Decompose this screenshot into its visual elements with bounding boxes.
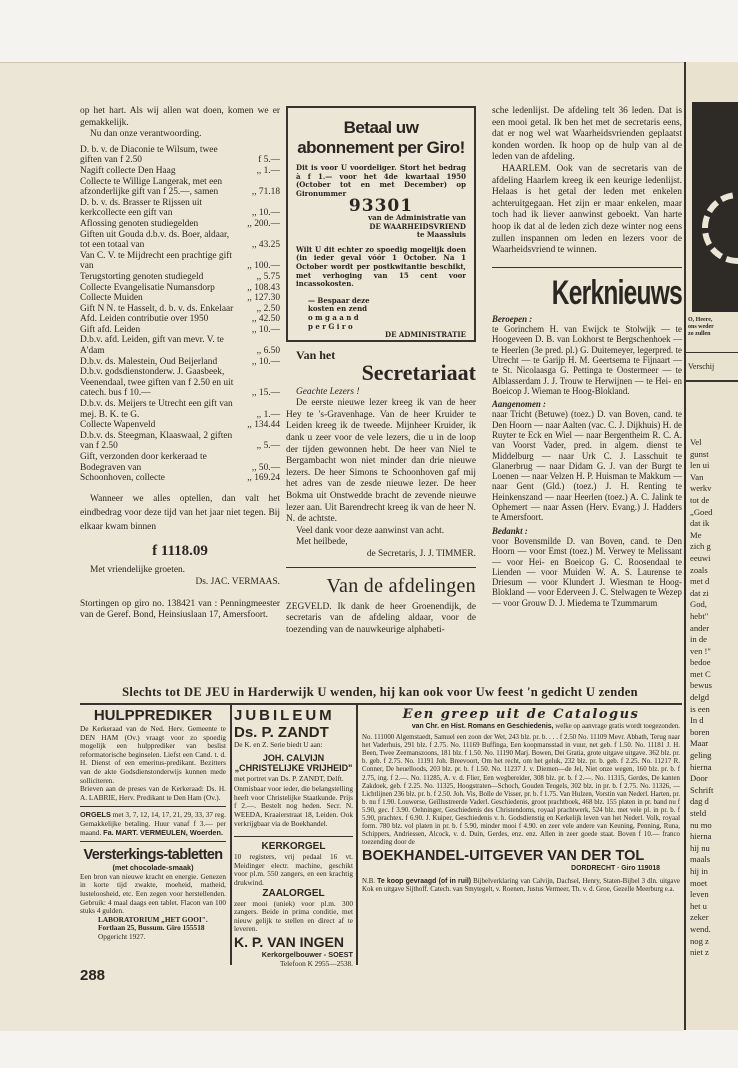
ledger-amount: ,, 5.—: [256, 441, 280, 452]
haarlem-text: HAARLEM. Ook van de secretaris van de afdeling Haarlem kreeg ik een keurige ledenlijst. Helaas is het getal der leden met enkelen achteruitgegaan. Het zijn er maar enkelen, maar toch had ik liever aanwinst geboekt. Van harte hoop ik dat al de leden zich deze winter nog eens zullen inspannen om leden en lezers voor de Waarheidsvriend te winnen.: [492, 163, 682, 256]
nb-prefix: N.B.: [362, 877, 376, 885]
column-kerknieuws: [492, 106, 682, 611]
ledger-description: D.b.v. godsdienstonderw. J. Gaasbeek, Veenendaal, twee giften van f 2.50 en uit catech. bus f 10.—: [80, 367, 234, 399]
ledger-description: Schoonhoven, collecte: [80, 473, 165, 484]
text-fragment: Van: [690, 471, 704, 482]
bottom-advertisements: [80, 684, 682, 984]
text-fragment: zoals: [690, 564, 708, 575]
ledger-description: Aflossing genoten studiegelden: [80, 218, 199, 229]
ad-subtitle: welke op aanvrage gratis wordt toegezonden.: [555, 723, 680, 730]
text-fragment: het u: [690, 900, 707, 911]
ledger-description: Nagift collecte Den Haag: [80, 165, 176, 176]
ad-lab: LABORATORIUM „HET GOOI".: [98, 914, 208, 924]
donation-ledger: [80, 145, 280, 484]
next-page-text: [690, 437, 713, 959]
slogan-line: p e r G i r o: [308, 321, 353, 331]
ledger-description: D. b. v. de Diaconie te Wilsum, twee giften van f 2.50: [80, 144, 218, 166]
text-fragment: hij in: [690, 865, 708, 876]
text-fragment: hierna: [690, 761, 712, 772]
text-fragment: leven: [690, 889, 709, 900]
kerknieuws-sections: [492, 314, 682, 608]
text-fragment: ven !": [690, 645, 711, 656]
ad-subtitle: van Chr. en Hist. Romans en Geschiedenis,: [411, 723, 554, 730]
slogan-line: — Bespaar deze: [308, 295, 370, 305]
ledger-row: [80, 304, 280, 315]
divider: [286, 567, 476, 568]
divider: [492, 267, 682, 268]
text-fragment: steld: [690, 808, 707, 818]
secretariaat-body: De eerste nieuwe lezer kreeg ik van de heer Hey te 's-Gravenhage. Van de heer Kruider te Leiden kreeg ik de tweede. Mijnheer Kruider, ik dank u zeer voor de vele lezers, die u in de loop der tijden gewonnen hebt. De heer van Niel te Bergambacht won niet minder dan drie nieuwe lezers. De heer Simons te Schoonhoven gaf mij het adres van de zesde nieuwe lezer. De heer Bokma uit Onstwedde bracht de zevende nieuwe lezer aan. Uit Barendrecht kreeg ik van de heer N. N. de achtste.: [286, 398, 476, 525]
giro-text: Dit is voor U voordeliger. Stort het bedrag à f 1.— voor het 4de kwartaal 1950 (October tot en met December) op Gironummer: [296, 163, 466, 198]
text-fragment: Vel: [690, 437, 702, 447]
ad-text: 10 registers, vrij pedaal 16 vt. Meidinger electr. machine, geschikt voor pl.m. 550 zangers, en een krachtig drukwind.: [234, 852, 353, 887]
ledger-amount: ,, 100.—: [247, 261, 280, 272]
nb-text: Bijbelverklaring van Calvijn, Dachsel, Henry, Staten-Bijbel 3 dln. uitgave Kok en uitgave Sijthoff. Catech. van Smytegelt, v. Roenen, Justus Vermeer, Th. v. d. Groe, Gezelle Meerburg e.a.: [362, 877, 680, 893]
kerknieuws-section: [492, 314, 682, 396]
ad-name: Ds. P. ZANDT: [234, 724, 329, 741]
ledger-row: [80, 145, 280, 166]
text-fragment: in de: [690, 634, 707, 645]
ledger-amount: ,, 10.—: [251, 356, 280, 367]
ledger-amount: ,, 1.—: [256, 409, 280, 420]
section-label: Aangenomen :: [492, 399, 546, 410]
giro-text-2: Wilt U dit echter zo spoedig mogelijk doen (in ieder geval vóór 1 October. Na 1 October wordt per postkwitantie beschikt, met verhoging van 15 cent voor incassokosten.: [296, 244, 466, 289]
ad-title: KERKORGEL: [261, 841, 326, 853]
ad-nb: [362, 878, 680, 894]
slogan-line: kosten en zend: [308, 304, 368, 314]
ledger-row: [80, 198, 280, 219]
divider: [80, 703, 682, 705]
column-verantwoording: [80, 106, 280, 622]
ledger-row: [80, 177, 280, 198]
text-fragment: hebt": [690, 610, 709, 621]
text-fragment: In d: [690, 715, 704, 726]
text-fragment: ander: [690, 622, 710, 633]
ledger-description: Afd. Leiden contributie over 1950: [80, 314, 209, 325]
text-fragment: bedoe: [690, 657, 711, 668]
text-fragment: maals: [690, 854, 711, 865]
ad-firm: Fa. MART. VERMEULEN, Woerden.: [103, 827, 223, 837]
nb-bold: Te koop gevraagd (of in ruil): [377, 877, 472, 885]
ad-title: ZAALORGEL: [262, 887, 325, 899]
text-fragment: dag d: [690, 796, 709, 807]
text-fragment: moet: [690, 877, 708, 888]
caption-line: zo zullen: [688, 331, 711, 337]
ledger-row: [80, 293, 280, 304]
ledger-description: Van C. V. te Mijdrecht een prachtige gift van: [80, 250, 232, 272]
salutation: Geachte Lezers !: [296, 386, 360, 397]
text-fragment: len ui: [690, 460, 710, 471]
ad-text: Een bron van nieuwe kracht en energie. Genezen in korte tijd zwakte, moeheid, matheid, lusteloosheid, etc. Een zegen voor herstellenden. Gebruik: 4 maal daags een tablet. Flacon van 100 stuks 4 gulden.: [80, 871, 226, 916]
text-fragment: geling: [690, 750, 712, 761]
ledger-amount: ,, 127.30: [247, 293, 280, 304]
ad-address: Fortlaan 25, Bussum. Giro 155518: [98, 923, 205, 933]
closing-text: Wanneer we alles optellen, dan valt het eindbedrag voor deze tijd van het jaar niet tegen. Bij elkaar kwam binnen: [80, 493, 280, 532]
ledger-amount: ,, 43.25: [251, 240, 280, 251]
ad-title: Een greep uit de Catalogus: [402, 707, 640, 722]
ledger-amount: ,, 1.—: [256, 165, 280, 176]
ledger-description: Gift N N. te Hasselt, d. b. v. ds. Enkelaar: [80, 303, 234, 314]
ad-phone: Telefoon K 2955—2538.: [279, 958, 353, 968]
ledger-row: [80, 314, 280, 325]
recipient-line: DE WAARHEIDSVRIEND: [369, 221, 466, 231]
giro-title: Betaal uw abonnement per Giro!: [297, 118, 465, 157]
ad-text: met portret van Ds. P. ZANDT, Delft.: [234, 773, 344, 783]
ad-text: met 3, 7, 12, 14, 17, 21, 29, 33, 37 reg. Gemakkelijke betaling. Huur vanaf f 3.— per maand.: [80, 810, 227, 837]
text-fragment: wend.: [690, 923, 711, 934]
text-fragment: hij nu: [690, 842, 710, 853]
ledger-description: Gift, verzonden door kerkeraad te Bodegraven van: [80, 452, 207, 473]
section-text: te Gorinchem H. van Ewijck te Stolwijk — te Hoogeveen D. B. van Lokhorst te Bergschenhoek — te Heerlen (3e pred. pl.) G. Duitemeyer, legerpred. te Utrecht — te Garijp H. M. Geertsema te Fijnaart — te St. Nicolaasga G. Pettinga te Oostermeer — te Alblasserdam J. J. Trouw te Herwijnen — te Hei- en Boeicop J. Wieman te Hoog-Blokland.: [492, 324, 682, 396]
ad-firm: K. P. VAN INGEN: [234, 933, 344, 950]
ledger-description: Collecte te Willige Langerak, met een afzonderlijke gift van f 25.—, samen: [80, 176, 223, 198]
ledger-amount: ,, 10.—: [251, 208, 280, 219]
ledger-row: [80, 452, 280, 473]
text-fragment: is een: [690, 703, 710, 714]
ledger-row: [80, 251, 280, 272]
text-fragment: tot de: [690, 494, 710, 505]
ledger-row: [80, 367, 280, 399]
text-fragment: delgd: [690, 692, 710, 703]
section-text: naar Tricht (Betuwe) (toez.) D. van Boven, cand. te Den Hoorn — naar Aalten (vac. C. J. Dijkhuis) H. de Ruyter te Eck en Wiel — naar Bergentheim R. C. A. van Voorst Vader, pred. in algem. dienst te Middelburg — naar Urk C. J. Lasschuit te Glanerbrug — naar Didam G. J. van der Burgt te Loenen — naar Velzen H. P. Huisman te Makkum — naar Gent (Gld.) (toez.) J. H. Renting te Heinkenszand — naar Heerlen (toez.) A. C. Jalink te Ophemert — naar Assen (Herv. Evang.) J. Hadders te Amersfoort.: [492, 409, 682, 523]
ledger-amount: ,, 2.50: [256, 303, 280, 314]
next-page-heading: Verschij: [688, 362, 715, 371]
ledger-description: Collecte Evangelisatie Numansdorp: [80, 282, 215, 293]
ledger-row: [80, 230, 280, 251]
ledger-description: D.b.v. ds. Steegman, Klaaswaal, 2 giften van f 2.50: [80, 430, 233, 452]
signature: de Secretaris, J. J. TIMMER.: [366, 548, 476, 559]
ledger-description: Collecte Wapenveld: [80, 420, 156, 431]
ledger-amount: ,, 10.—: [251, 324, 280, 335]
ad-text: Brieven aan de preses van de Kerkeraad: Ds. H. A. LABRIE, Herv. Predikant te Den Ham (Ov.).: [80, 784, 226, 802]
text-fragment: Schrift: [690, 784, 714, 795]
greeting: Met vriendelijke groeten.: [90, 565, 186, 576]
text-fragment: met C: [690, 668, 711, 679]
divider: [356, 705, 358, 965]
ledger-row: [80, 325, 280, 336]
text-fragment: nog z: [690, 935, 709, 946]
recipient-line: te Maassluis: [416, 230, 466, 240]
ledger-description: D.b.v. afd. Leiden, gift van mevr. V. te A'dam: [80, 335, 224, 357]
ledger-row: [80, 473, 280, 484]
giro-number: 93301: [348, 196, 414, 217]
text-fragment: bewus: [690, 680, 712, 691]
text-fragment: nu mo: [690, 819, 712, 830]
ad-orgels: [80, 811, 226, 837]
slogan-line: o m g a a n d: [308, 312, 359, 322]
text-fragment: dat zi: [690, 587, 709, 598]
ad-subtitle: (met chocolade-smaak): [112, 863, 194, 873]
lead-text: Nu dan onze verantwoording.: [90, 129, 202, 140]
kerknieuws-section: [492, 526, 682, 608]
zegveld-text: ZEGVELD. Ik dank de heer Groenendijk, de secretaris van de afdeling aldaar, voor de toezending van de nauwkeurige alphabeti-: [286, 601, 476, 635]
ad-title: HULPPREDIKER: [93, 707, 213, 724]
text-fragment: zeker: [690, 912, 709, 923]
ledger-amount: ,, 5.75: [256, 271, 280, 282]
ledger-row: [80, 399, 280, 420]
section-title: Secretariaat: [361, 359, 476, 385]
thanks: Veel dank voor deze aanwinst van acht.: [296, 525, 445, 536]
ad-title: JUBILEUM: [234, 707, 335, 724]
text-fragment: boren: [690, 726, 710, 737]
kerknieuws-section: [492, 399, 682, 523]
ledger-row: [80, 272, 280, 283]
kerknieuws-title: Kerknieuws: [551, 273, 682, 312]
ad-hulpprediker: [80, 707, 226, 941]
text-fragment: gunst: [690, 448, 709, 459]
ledger-row: [80, 283, 280, 294]
intro-text: op het hart. Als wij allen wat doen, komen we er gemakkelijk.: [80, 106, 280, 128]
ad-founded: Opgericht 1927.: [98, 931, 146, 941]
giro-signature: DE ADMINISTRATIE: [385, 330, 466, 340]
jeu-banner: Slechts tot DE JEU in Harderwijk U wenden, hij kan ook voor Uw feest 'n gedicht U zenden: [122, 685, 638, 699]
ad-text: Onmisbaar voor ieder, die belangstelling heeft voor Christelijke Staatkunde. Prijs f 2.—. Bestelt nog heden. Secr. N. WEEDA, Kraaierstraat 18, Leiden. Ook verkrijgbaar via de Boekhandel.: [234, 784, 353, 828]
ledger-amount: ,, 6.50: [256, 346, 280, 357]
ledger-row: [80, 335, 280, 356]
giro-advertisement: [286, 106, 476, 342]
ledger-amount: ,, 108.43: [247, 282, 280, 293]
ledger-row: [80, 357, 280, 368]
ledger-description: Collecte Muiden: [80, 293, 143, 304]
ledger-amount: ,, 169.24: [247, 473, 280, 484]
ledger-amount: ,, 50.—: [251, 462, 280, 473]
ledger-row: [80, 166, 280, 177]
text-fragment: eeuwi: [690, 552, 711, 563]
text-fragment: Me: [690, 529, 702, 540]
ad-address: DORDRECHT · Giro 119018: [571, 865, 660, 873]
ad-book: „CHRISTELIJKE VRIJHEID": [234, 762, 353, 773]
ad-author: JOH. CALVIJN: [262, 752, 325, 763]
zegveld-continued: sche ledenlijst. De afdeling telt 36 leden. Dat is een mooi getal. Ik ben het met de secretaris eens, dat er nog wel wat Waarheidsvrienden geplaatst konden worden. Ik hoop op de hulp van al de leden van de afdeling.: [492, 106, 682, 163]
ad-label: ORGELS: [80, 810, 111, 820]
ledger-description: Terugstorting genoten studiegeld: [80, 271, 204, 282]
ledger-amount: ,, 200.—: [247, 218, 280, 229]
ledger-row: [80, 431, 280, 452]
recipient-line: van de Administratie van: [368, 212, 466, 222]
ledger-amount: ,, 15.—: [251, 388, 280, 399]
ledger-amount: f 5.—: [258, 155, 280, 166]
ad-text: De K. en Z. Serie biedt U aan:: [234, 740, 323, 749]
ledger-description: D.b.v. ds. Meijers te Utrecht een gift van mej. B. K. te G.: [80, 399, 233, 420]
text-fragment: Maar: [690, 738, 709, 749]
giro-footer: Stortingen op giro no. 138421 van : Penningmeester van de Geref. Bond, Heinsiuslaan 17, Amersfoort.: [80, 598, 280, 621]
section-text: voor Bovensmilde D. van Boven, cand. te Den Hoorn — voor Emst (toez.) M. Verwey te Melissant — voor Hei- en Boeicop G. C. Roosendaal te Lienden — voor Muiden W. A. S. Laurense te Driesum — voor Klundert J. Wiesman te Hoog-Blokland — voor Ederveen J. C. Stelwagen te Wezep — voor Grouw D. J. Miedema te Tzummarum: [492, 535, 682, 608]
signature: Ds. JAC. VERMAAS.: [195, 576, 280, 587]
ad-text: No. 111000 Algemstaedt, Samuel een zoon der Wet, 243 blz. pr. b. . . . f 2.50 No. 11109 Mevr. Abbath, Terug naar het Vaderhuis, 291 blz. f 2.75. No. 11169 Buffinga, Een koopmansstad in vuur, net geb. f 1.50. No. 11181 J. H. Been, Twee Zeemanszoons, 181 blz. f 1.50. No. 11190 Marj. Bowen, Dei Gratia, grote uitgave uitgave. 362 blz. pr. b. geb. f 2.75. No. 11191 Joh. Breevoort, Om het recht, om het geluk, 232 blz. pr. b. geb. f 2.25. No. 11217 R. Conner, De heuelloods, 203 blz. pr. b. f 1.50. No. 11237 J. v. Diemen—de Jel, Niet onze wegen, 160 blz. pr. b. f 2.75, ing. f 2.—. No. 11285, A. v. d. Flier, Een wegbereider, 308 blz. pr. b. f 2.—. No. 11315, Gerdes, De kanten Zakdoek, geb. f 2.25. No. 11325, Hoogstraten—Schoch, Gouden Teugels, 302 blz. in pr. b. f 2.75. No. 11326, — Lichtlijnen 236 blz. pr. b. f 2.50. Joh. Vis, Bolle de Visser, pr. b. f 1.75. Van Hulzen, Vorstin van Nederl. Harten, pr. b. nu f 1.90. Louwerse, Geïllustreerde Vaderl. Geschiedenis, groot prachtboek, 468 blz. 155 platen in pr. band nu f 5.90, gec. f 3.90. Oehninger, Geschiedenis des Christendoms, royaal prachtwerk, 524 blz. met vele pl. in pr. b. f 5.90, prachtex. f 6.90. J. Kuiper, Geschiedenis v. h. Godsdienstig en Kerkelijk leven van het Nederl. Volk, royaal form. 780 blz. vol platen in pr. b. f 5.90, minder mooi f 4.90. en zeer vele andere van Keuning, Penning, Runa, Schippers, Andriessen, Alcock, v. d. Duin, Gerdes, enz. enz. Allen in zeer goede staat. Boven f 10.— franco toezending door de: [362, 734, 680, 847]
ledger-description: D. b. v. ds. Brasser te Rijssen uit kerkcollecte een gift van: [80, 197, 203, 219]
ledger-amount: ,, 71.18: [251, 187, 280, 198]
text-fragment: hierna: [690, 831, 712, 842]
ad-text: zeer mooi (uniek) voor pl.m. 300 zangers. Beide in prima conditie, met nieuw gelijk te stellen en direct af te leveren.: [234, 898, 353, 934]
closing: Met heilbede,: [296, 537, 348, 548]
caption-line: O, Heere,: [688, 317, 713, 323]
text-fragment: „Goed: [690, 506, 713, 517]
afdelingen-title: Van de afdelingen: [326, 574, 476, 597]
ledger-description: Gift afd. Leiden: [80, 324, 141, 335]
ad-trade: Kerkorgelbouwer - SOEST: [261, 949, 353, 959]
ledger-amount: ,, 134.44: [247, 420, 280, 431]
illustration: [692, 102, 738, 312]
ad-title: Versterkings-tabletten: [83, 847, 223, 864]
ledger-row: [80, 420, 280, 431]
divider: [230, 705, 232, 965]
section-kicker: Van het: [296, 348, 336, 362]
page-number: 288: [80, 967, 106, 984]
text-fragment: God,: [690, 599, 707, 610]
ad-text: De Kerkeraad van de Ned. Herv. Gemeente te DEN HAM (Ov.) vraagt voor zo spoedig mogelijk een hulpprediker van beslist reformatorische beginselen. Liefst een Cand. t. d. H. Dienst of een emeritus-predikant. Bezitters van de akte Godsdienstonderwijs kunnen mede solliciteren.: [80, 724, 226, 785]
text-fragment: zich g: [690, 541, 711, 552]
text-fragment: Door: [690, 773, 708, 784]
adjacent-page: [684, 62, 738, 1030]
ledger-row: [80, 219, 280, 230]
column-secretariaat: [286, 350, 476, 636]
text-fragment: dat ik: [690, 518, 710, 529]
text-fragment: werkv: [690, 483, 712, 494]
ad-jubileum: [234, 707, 353, 968]
ledger-description: D.b.v. ds. Malestein, Oud Beijerland: [80, 356, 218, 367]
caption-line: ons weder: [688, 324, 714, 330]
total-amount: f 1118.09: [152, 542, 208, 559]
ledger-amount: ,, 42.50: [251, 314, 280, 325]
section-label: Beroepen :: [492, 313, 533, 324]
text-fragment: met d: [690, 576, 710, 587]
ledger-description: Giften uit Gouda d.b.v. ds. Boer, aldaar, tot een totaal van: [80, 229, 230, 251]
ad-catalogus: [362, 707, 680, 894]
ad-firm: BOEKHANDEL-UITGEVER VAN DER TOL: [362, 848, 645, 865]
text-fragment: niet z: [690, 947, 709, 958]
section-label: Bedankt :: [492, 525, 528, 536]
